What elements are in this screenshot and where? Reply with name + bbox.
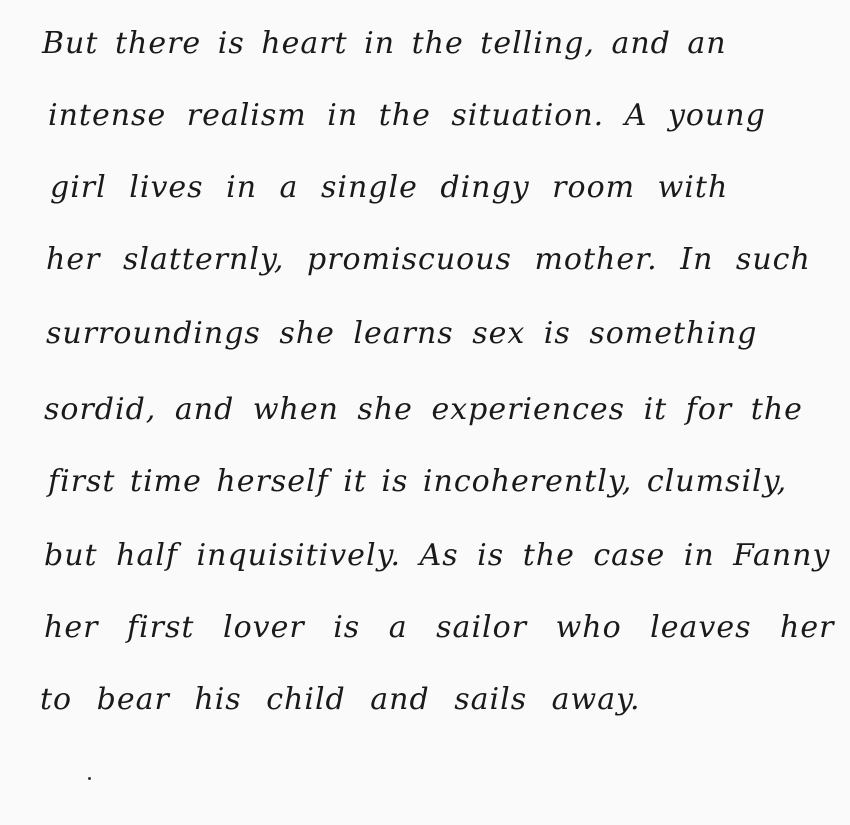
text-line-5: surroundings she learns sex is something <box>46 316 758 351</box>
text-line-3: girl lives in a single dingy room with <box>50 170 729 205</box>
text-line-1: But there is heart in the telling, and an <box>42 26 727 61</box>
text-line-2: intense realism in the situation. A young <box>48 98 766 133</box>
text-line-10: to bear his child and sails away. <box>40 682 641 717</box>
text-line-9: her first lover is a sailor who leaves her <box>44 610 835 645</box>
ink-speck <box>88 777 91 780</box>
text-line-8: but half inquisitively. As is the case in Fanny <box>44 538 831 573</box>
text-line-7: first time herself it is incoherently, clumsily, <box>48 464 788 499</box>
text-line-6: sordid, and when she experiences it for the <box>44 392 803 427</box>
text-line-4: her slatternly, promiscuous mother. In such <box>46 242 811 277</box>
